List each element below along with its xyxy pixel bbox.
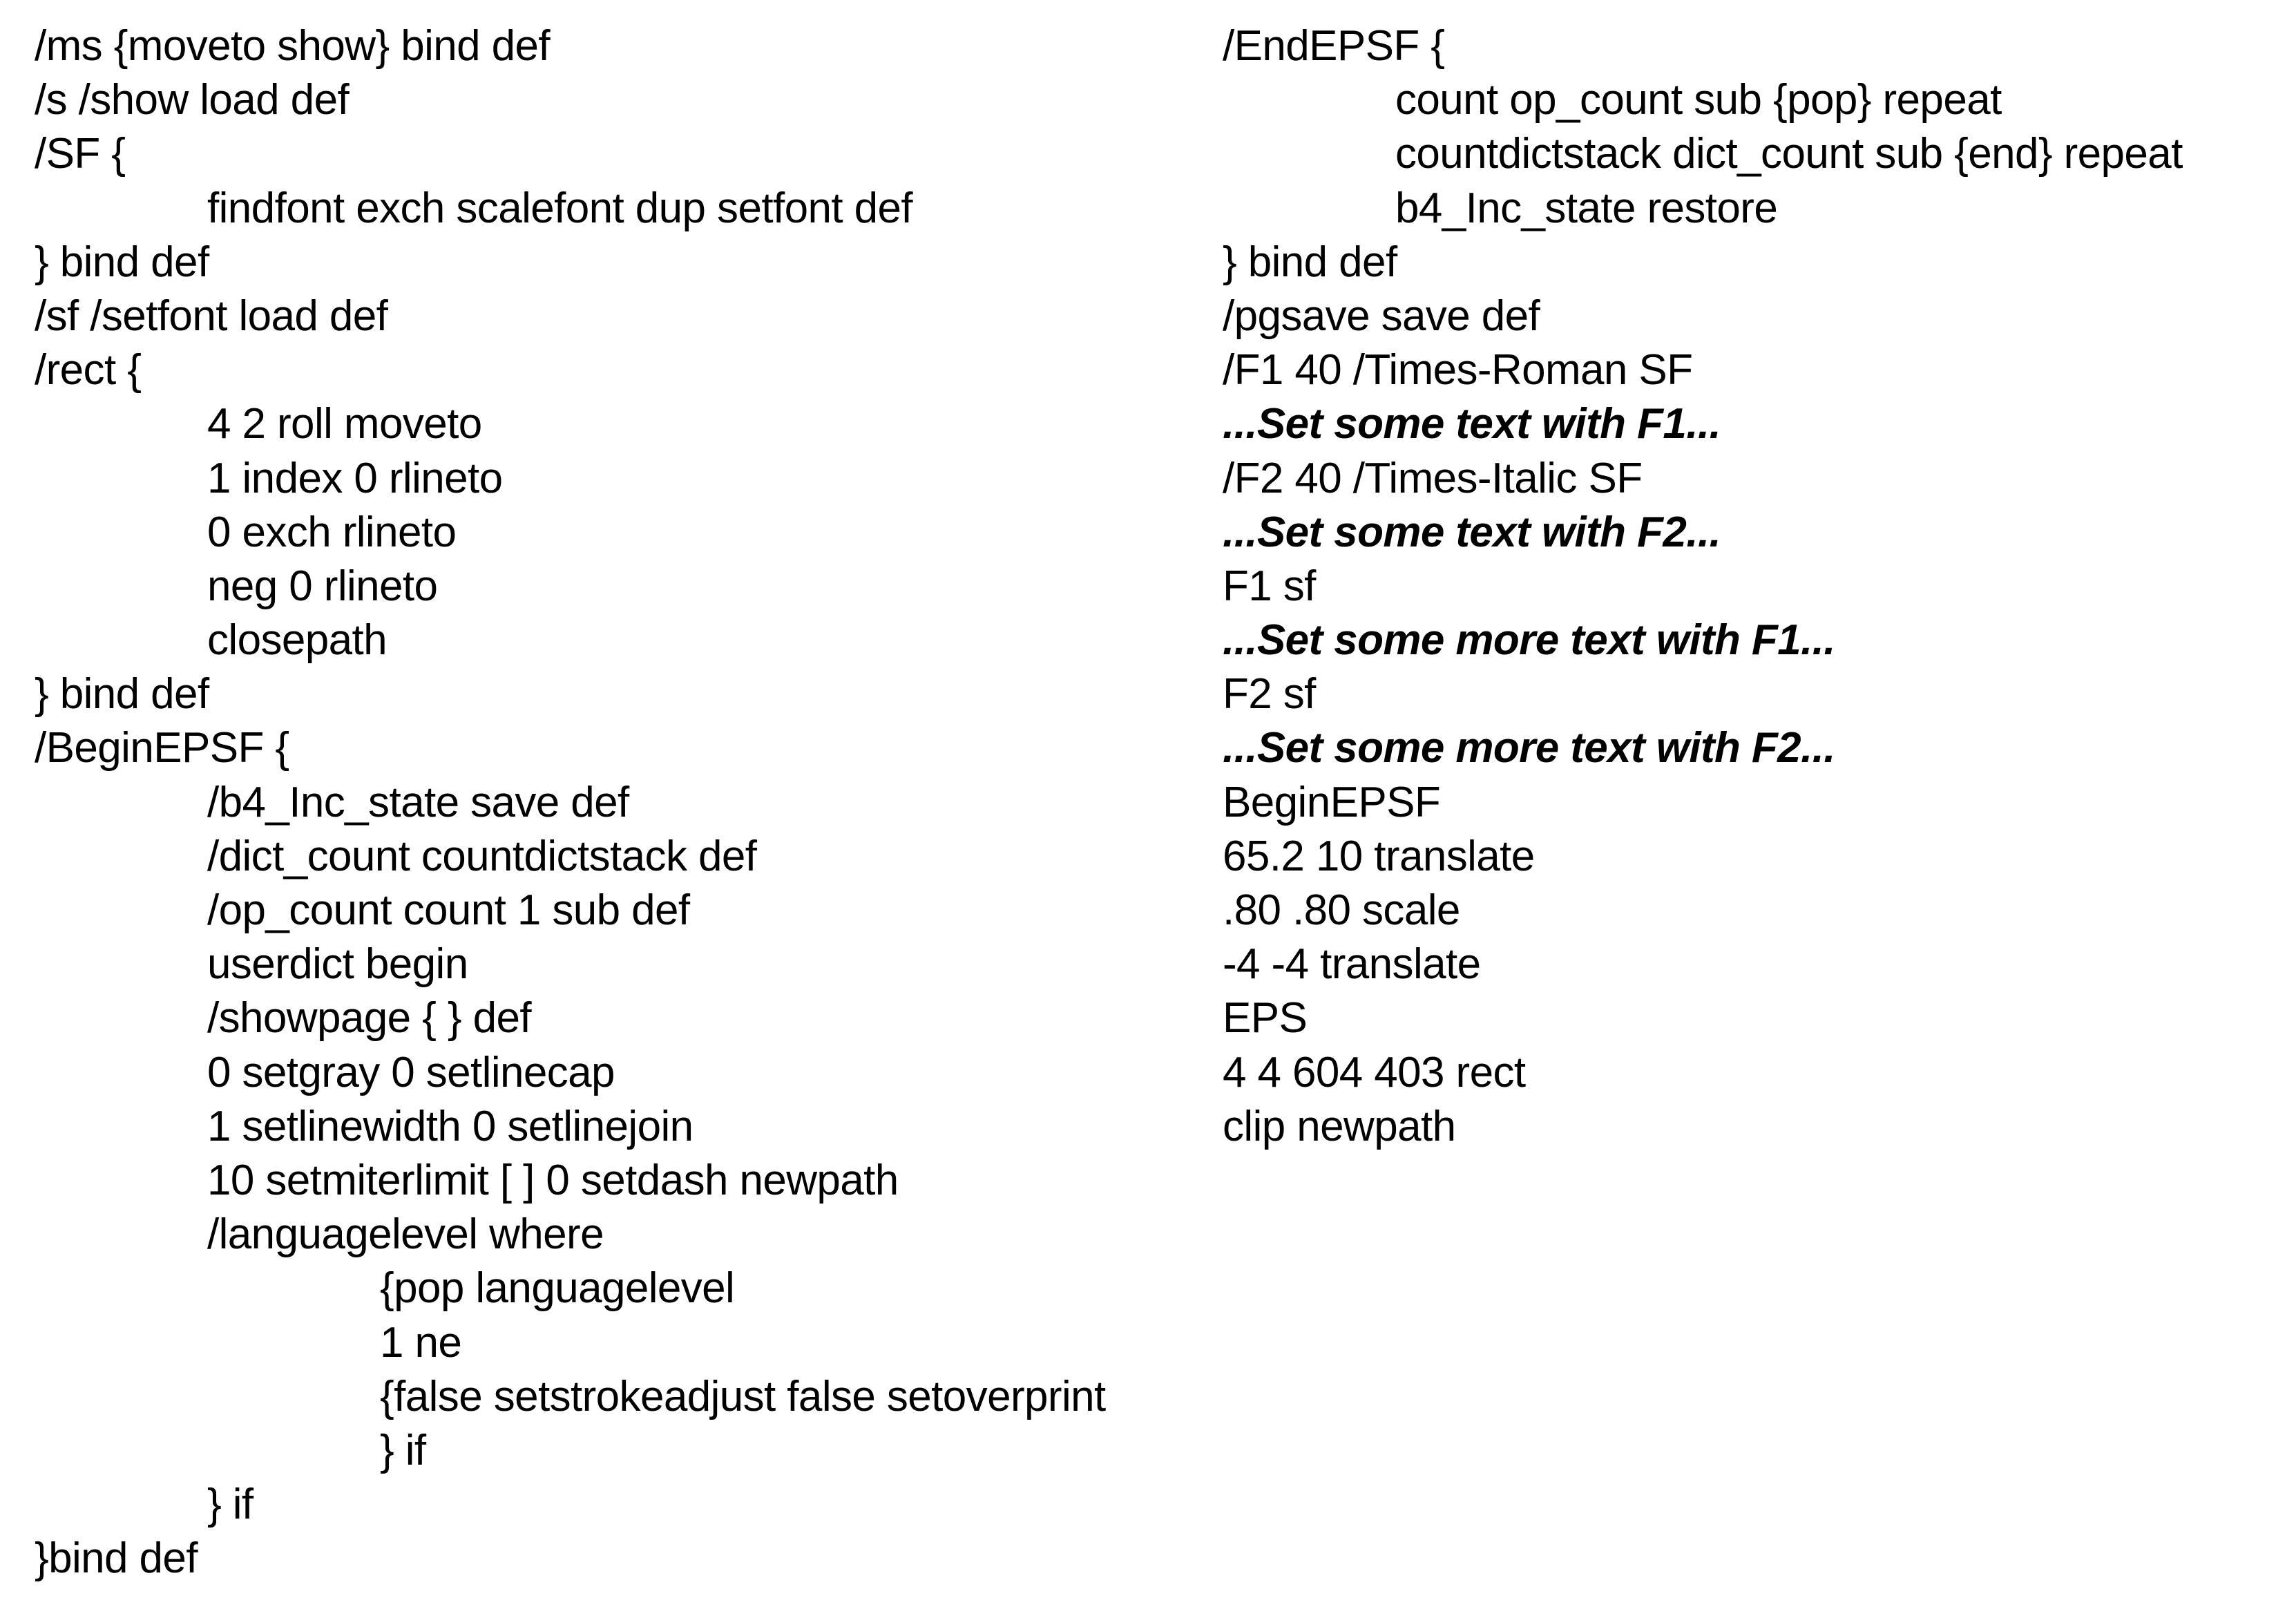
code-line: EPS xyxy=(1223,994,1308,1043)
code-line: /BeginEPSF { xyxy=(35,724,289,772)
code-line: 0 exch rlineto xyxy=(207,508,457,556)
code-line: neg 0 rlineto xyxy=(207,562,438,610)
code-line: 0 setgray 0 setlinecap xyxy=(207,1048,615,1096)
placeholder-comment-line: ...Set some more text with F1... xyxy=(1223,616,1835,665)
code-line: {pop languagelevel xyxy=(380,1264,735,1313)
code-line: /SF { xyxy=(35,130,126,178)
code-line: .80 .80 scale xyxy=(1223,886,1460,934)
code-line: 1 index 0 rlineto xyxy=(207,454,503,502)
code-line: }bind def xyxy=(35,1534,198,1583)
code-line: /showpage { } def xyxy=(207,994,531,1043)
code-line: /F2 40 /Times-Italic SF xyxy=(1223,454,1643,502)
code-column-left xyxy=(35,19,1209,1586)
placeholder-comment-line: ...Set some text with F1... xyxy=(1223,400,1721,448)
code-line: } bind def xyxy=(35,670,209,719)
code-line: 4 2 roll moveto xyxy=(207,400,482,448)
code-line: /s /show load def xyxy=(35,76,350,124)
code-line: 4 4 604 403 rect xyxy=(1223,1048,1526,1096)
code-line: /b4_Inc_state save def xyxy=(207,778,629,826)
code-line: 1 ne xyxy=(380,1318,462,1367)
code-line: 1 setlinewidth 0 setlinejoin xyxy=(207,1102,693,1150)
code-line: 10 setmiterlimit [ ] 0 setdash newpath xyxy=(207,1156,899,1204)
code-line: /languagelevel where xyxy=(207,1210,604,1259)
code-line: /ms {moveto show} bind def xyxy=(35,22,551,70)
code-line: /EndEPSF { xyxy=(1223,22,1445,70)
code-line: b4_Inc_state restore xyxy=(1395,184,1778,232)
code-line: closepath xyxy=(207,616,388,665)
code-line: /pgsave save def xyxy=(1223,292,1540,340)
code-line: BeginEPSF xyxy=(1223,778,1441,826)
code-line: /rect { xyxy=(35,346,142,394)
code-column-right xyxy=(1223,19,2279,1154)
placeholder-comment-line: ...Set some text with F2... xyxy=(1223,508,1721,556)
code-line: } bind def xyxy=(35,238,209,286)
placeholder-comment-line: ...Set some more text with F2... xyxy=(1223,724,1835,772)
code-line: } bind def xyxy=(1223,238,1397,286)
code-line: countdictstack dict_count sub {end} repeat xyxy=(1395,130,2183,178)
code-line: F2 sf xyxy=(1223,670,1316,719)
code-line: /sf /setfont load def xyxy=(35,292,388,340)
code-line: /F1 40 /Times-Roman SF xyxy=(1223,346,1693,394)
code-line: {false setstrokeadjust false setoverprint xyxy=(380,1372,1106,1420)
code-line: userdict begin xyxy=(207,940,468,989)
code-line: F1 sf xyxy=(1223,562,1316,610)
code-line: findfont exch scalefont dup setfont def xyxy=(207,184,912,232)
code-line: } if xyxy=(207,1481,253,1529)
code-line: clip newpath xyxy=(1223,1102,1456,1150)
code-line: 65.2 10 translate xyxy=(1223,832,1535,880)
code-line: count op_count sub {pop} repeat xyxy=(1395,76,2002,124)
code-line: -4 -4 translate xyxy=(1223,940,1481,989)
code-line: /dict_count countdictstack def xyxy=(207,832,757,880)
code-line: } if xyxy=(380,1426,426,1474)
code-line: /op_count count 1 sub def xyxy=(207,886,690,934)
